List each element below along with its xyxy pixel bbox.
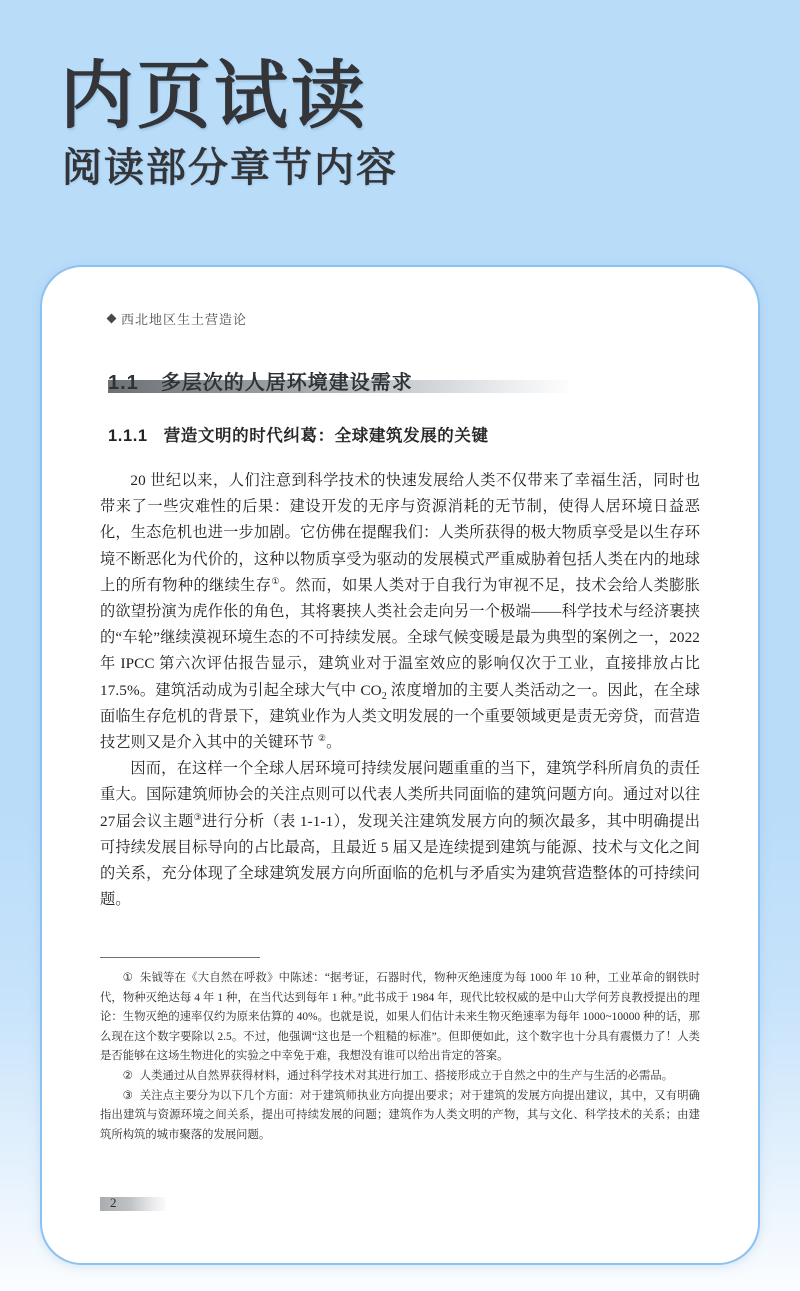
paragraph-1-period: 。: [326, 734, 342, 752]
running-head-label: 西北地区生土营造论: [121, 312, 248, 327]
book-page-content: [42, 267, 758, 1263]
footnotes: [100, 957, 700, 1145]
paragraph-2-part-b: 进行分析（表 1-1-1），发现关注建筑发展方向的频次最多，其中明确提出可持续发展目标导向的占比最高，且最近 5 届又是连续提到建筑与能源、技术与文化之间的关系，充分体现了全球建筑发展方向所面临的危机与矛盾实为建筑营造整体的可持续问题。: [100, 812, 700, 909]
banner-title: 内页试读: [60, 54, 368, 137]
paragraph-2-part-a: 因而，在这样一个全球人居环境可持续发展问题重重的当下，建筑学科所肩负的责任重大。国际建筑师协会的关注点则可以代表人类所共同面临的建筑问题方向。通过对以往27届会议主题: [100, 760, 700, 830]
body-text: [100, 468, 700, 913]
footnote-text: 关注点主要分为以下几个方面：对于建筑师执业方向提出要求；对于建筑的发展方向提出建议，其中，又有明确指出建筑与资源环境之间关系，提出可持续发展的问题；建筑作为人类文明的产物，其与文化、科学技术的关系；由建筑所构筑的城市聚落的发展问题。: [100, 1089, 700, 1141]
page-number-label: 2: [110, 1195, 117, 1210]
page-number: [100, 1197, 166, 1211]
banner-subtitle: 阅读部分章节内容: [62, 146, 398, 191]
banner: [0, 0, 800, 193]
section-heading-text: [108, 366, 700, 395]
footnote-item: [100, 969, 700, 1067]
footnote-text: 人类通过从自然界获得材料，通过科学技术对其进行加工、搭接形成立于自然之中的生产与生活的必需品。: [139, 1069, 674, 1082]
section-title: 多层次的人居环境建设需求: [160, 372, 413, 394]
footnote-item: [100, 1067, 700, 1087]
paragraph-2: [100, 756, 700, 913]
subsection-number: 1.1.1: [108, 427, 148, 445]
paragraph-1: [100, 468, 700, 756]
co2-subscript: 2: [381, 690, 387, 702]
section-heading: [108, 366, 700, 393]
footnote-item: [100, 1087, 700, 1146]
footnote-marker: ③: [122, 1089, 133, 1102]
running-head: [108, 309, 700, 328]
subsection-heading: [108, 422, 700, 446]
paragraph-1-part-a: 20 世纪以来，人们注意到科学技术的快速发展给人类不仅带来了幸福生活，同时也带来了一些灾难性的后果：建设开发的无序与资源消耗的无节制，使得人居环境日益恶化，生态危机也进一步加剧。它仿佛在提醒我们：人类所获得的极大物质享受是以生存环境不断恶化为代价的，这种以物质享受为驱动的发展模式严重威胁着包括人类在内的地球上的所有物种的继续生存: [100, 472, 700, 594]
footnote-ref-2[interactable]: ②: [317, 732, 327, 743]
diamond-icon: [107, 314, 117, 324]
section-number: 1.1: [108, 372, 139, 394]
book-page-card: [40, 265, 760, 1265]
footnote-ref-3[interactable]: ③: [193, 811, 203, 822]
subsection-title: 营造文明的时代纠葛：全球建筑发展的关键: [163, 427, 489, 445]
footnote-marker: ②: [122, 1069, 133, 1082]
paragraph-1-part-c: 浓度增加的主要人类活动之一。因此，在全球面临生存危机的背景下，建筑业作为人类文明发展的一个重要领域更是责无旁贷，而营造技艺则又是介入其中的关键环节: [100, 681, 700, 752]
footnote-marker: ①: [122, 972, 133, 984]
footnote-separator-rule: [100, 957, 260, 958]
footnote-ref-1[interactable]: ①: [271, 575, 280, 586]
footnote-text: 朱钺等在《大自然在呼救》中陈述：“据考证，石器时代，物种灭绝速度为每 1000 年 10 种，工业革命的钢铁时代，物种灭绝达每 4 年 1 种，在当代达到每年 1 种。”此书成于 1984 年，现代比较权威的是中山大学何芳良教授提出的理论：生物灭绝的速率仅约为原来估算的 40%。也就是说，如果人们估计未来生物灭绝速率为每年 1000~10000 种的话，那么现在这个数字要除以 2.5。不过，他强调“这也是一个粗糙的标准”。但即便如此，这个数字也十分具有震慑力了！人类是否能够在这场生物进化的实验之中幸免于难，我想没有谁可以给出肯定的答案。: [100, 972, 700, 1063]
paragraph-1-part-b: 。然而，如果人类对于自我行为审视不足，技术会给人类膨胀的欲望扮演为虎作伥的角色，其将裹挟人类社会走向另一个极端——科学技术与经济裹挟的“车轮”继续漠视环境生态的不可持续发展。全球气候变暖是最为典型的案例之一，2022 年 IPCC 第六次评估报告显示，建筑业对于温室效应的影响仅次于工业，直接排放占比 17.5%。建筑活动成为引起全球大气中 CO: [100, 576, 701, 699]
